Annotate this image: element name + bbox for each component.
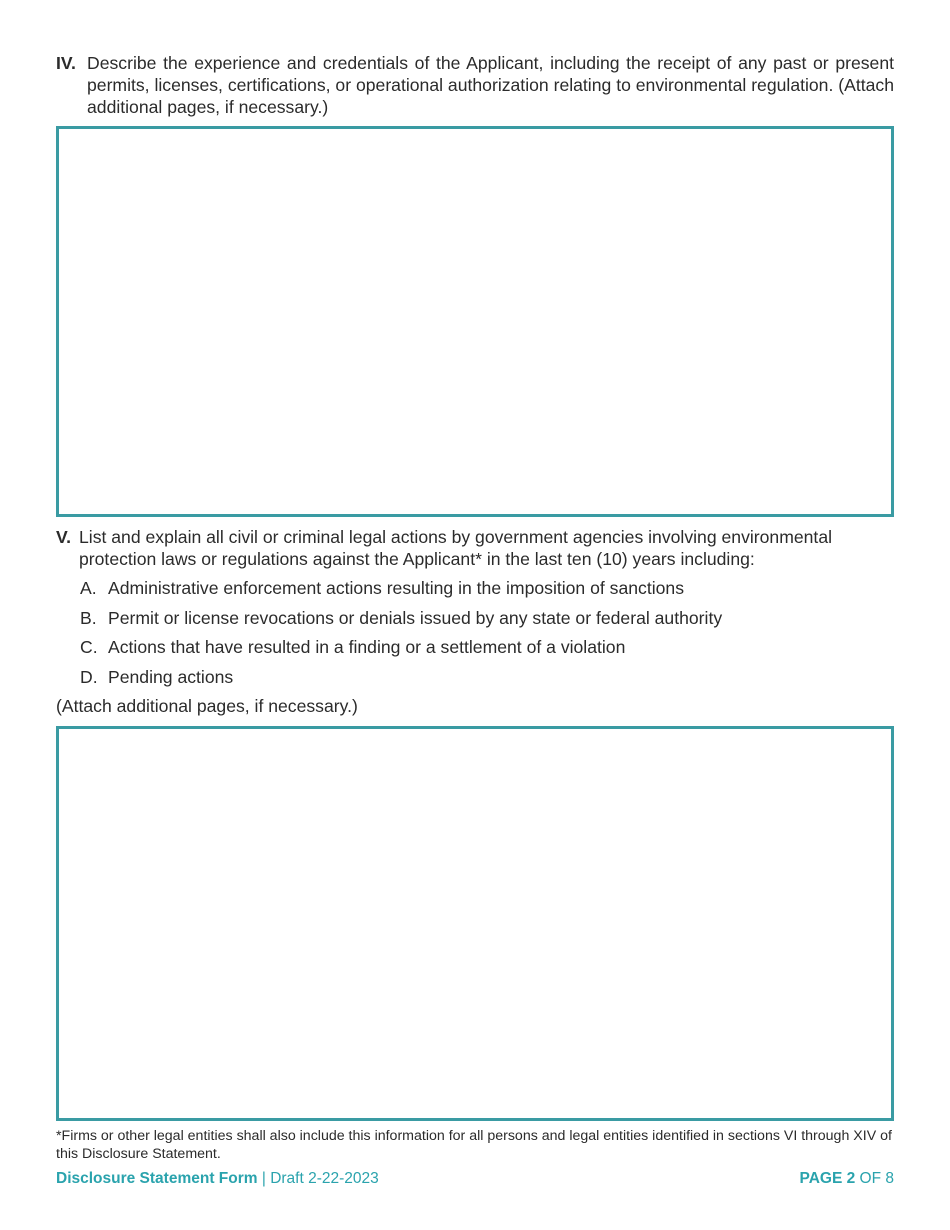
list-item-letter: B. (80, 607, 97, 628)
footer-page-number (800, 1169, 894, 1189)
list-item-text: Administrative enforcement actions resulting in the imposition of sanctions (108, 578, 684, 598)
list-item (80, 636, 880, 658)
footer-page-of: OF 8 (855, 1170, 894, 1187)
section-iv-text: Describe the experience and credentials of the Applicant, including the receipt of any past or present permits, licenses, certifications, or operational authorization relating to environmental regulation. (Attach additional pages, if necessary.) (87, 53, 894, 117)
footer-separator: | (257, 1170, 271, 1187)
list-item-letter: C. (80, 637, 98, 657)
list-item-text: Permit or license revocations or denials issued by any state or federal authority (108, 607, 723, 628)
section-v-question (56, 526, 894, 570)
section-v-number: V. (56, 527, 72, 547)
form-page (56, 0, 894, 1230)
footer-page-label: PAGE 2 (799, 1170, 856, 1187)
footer-form-name: Disclosure Statement Form (56, 1170, 258, 1187)
list-item-letter: A. (80, 578, 97, 598)
footer-form-info (56, 1169, 379, 1189)
section-iv-number: IV. (56, 53, 76, 73)
page-footer (56, 1169, 894, 1189)
list-item-text: Pending actions (108, 666, 234, 687)
section-v-answer-field[interactable] (56, 726, 894, 1121)
list-item-text: Actions that have resulted in a finding or a settlement of a violation (108, 637, 626, 657)
section-v-attach-note: (Attach additional pages, if necessary.) (56, 696, 358, 716)
list-item (80, 607, 880, 629)
list-item (80, 666, 880, 688)
section-iv-question (56, 52, 894, 118)
footnote: *Firms or other legal entities shall also include this information for all persons and legal entities identified in sections VI through XIV of this Disclosure Statement. (56, 1128, 892, 1162)
list-item (80, 577, 880, 599)
footer-draft: Draft 2-22-2023 (270, 1170, 379, 1187)
section-iv-answer-field[interactable] (56, 126, 894, 517)
section-v-text: List and explain all civil or criminal legal actions by government agencies involving environmental protection laws or regulations against the Applicant* in the last ten (10) years including: (79, 527, 833, 569)
list-item-letter: D. (80, 666, 98, 687)
section-v-item-list (80, 577, 880, 695)
